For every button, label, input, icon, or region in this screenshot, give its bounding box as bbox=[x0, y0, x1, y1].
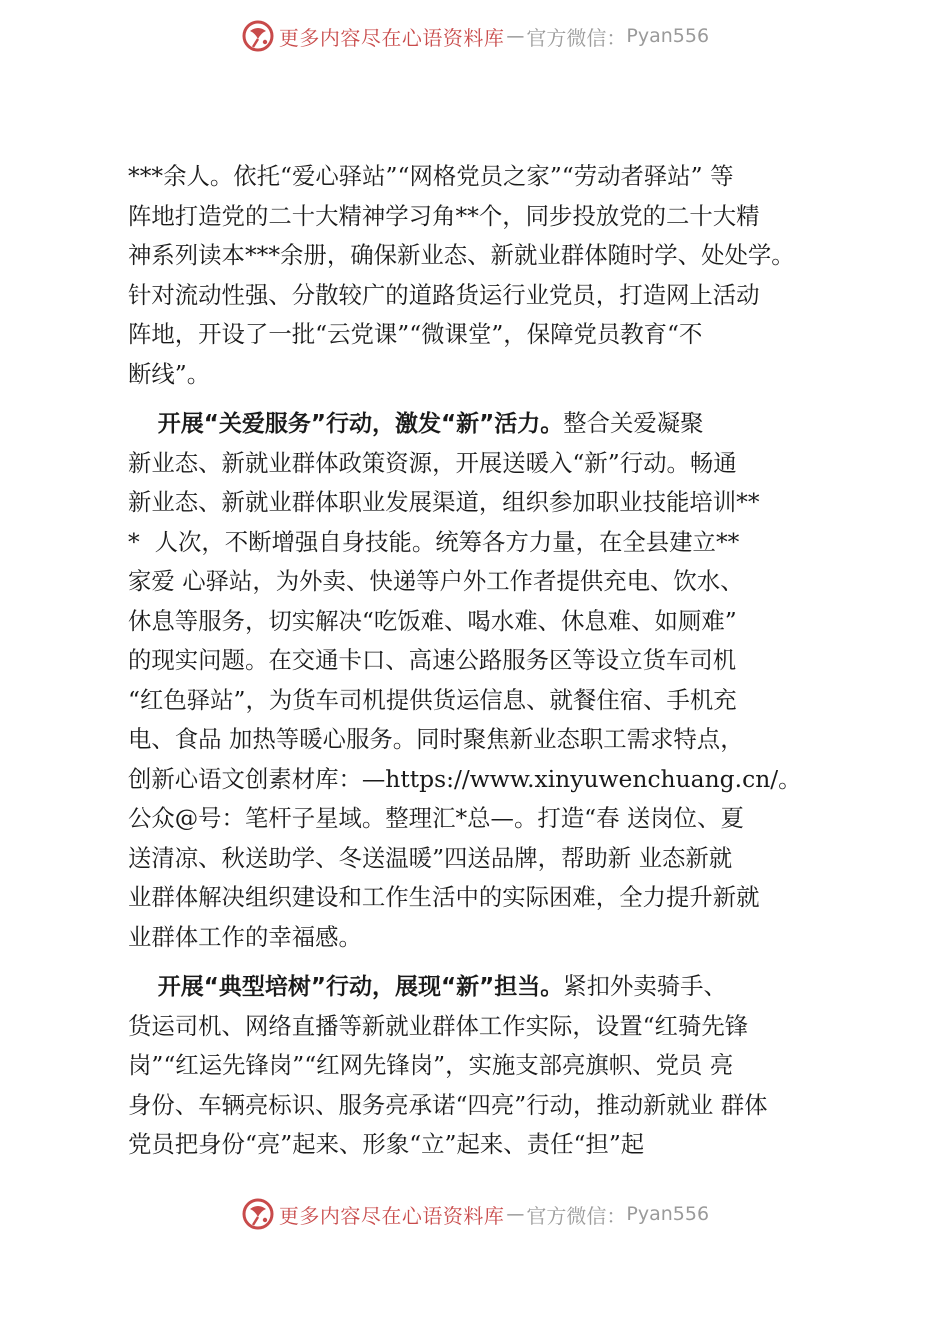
banner-main-text: 更多内容尽在心语资料库 bbox=[278, 1203, 505, 1228]
text-line: 新业态、新就业群体职业发展渠道，组织参加职业技能培训** bbox=[128, 488, 760, 516]
paragraph-heading-rest: 紧扣外卖骑手、 bbox=[563, 972, 727, 1000]
text-line: 货运司机、网络直播等新就业群体工作实际，设置“红骑先锋 bbox=[128, 1011, 749, 1040]
paragraph-first-line bbox=[128, 967, 840, 1007]
header-banner bbox=[0, 14, 950, 58]
text-line: 业群体工作的幸福感。 bbox=[128, 922, 362, 951]
text-line: 创新心语文创素材库：—https://www.xinyuwenchuang.cn/。 bbox=[128, 764, 802, 793]
brand-logo-icon bbox=[241, 19, 275, 53]
text-line: 业群体解决组织建设和工作生活中的实际困难，全力提升新就 bbox=[128, 883, 760, 911]
text-line: ***余人。依托“爱心驿站”“网格党员之家”“劳动者驿站” 等 bbox=[128, 162, 734, 190]
paragraph-2 bbox=[128, 404, 840, 957]
text-line: 党员把身份“亮”起来、形象“立”起来、责任“担”起 bbox=[128, 1130, 645, 1158]
banner-wechat-id: Pyan556 bbox=[626, 25, 710, 47]
text-line: 身份、车辆亮标识、服务亮承诺“四亮”行动，推动新就业 群体 bbox=[128, 1090, 768, 1119]
text-line: “红色驿站”，为货车司机提供货运信息、就餐住宿、手机充 bbox=[128, 685, 737, 714]
paragraph-3 bbox=[128, 967, 840, 1165]
text-line: 阵地打造党的二十大精神学习角**个，同步投放党的二十大精 bbox=[128, 201, 760, 230]
text-line: 的现实问题。在交通卡口、高速公路服务区等设立货车司机 bbox=[128, 646, 737, 674]
footer-banner bbox=[0, 1192, 950, 1236]
text-line: 公众@号：笔杆子星域。整理汇*总—。打造“春 送岗位、夏 bbox=[128, 804, 744, 832]
banner-wechat-id: Pyan556 bbox=[626, 1203, 710, 1225]
paragraph-heading: 开展“典型培树”行动，展现“新”担当。 bbox=[157, 974, 564, 1000]
paragraph-heading-rest: 整合关爱凝聚 bbox=[563, 409, 704, 437]
text-line: * 人次，不断增强自身技能。统筹各方力量，在全县建立** bbox=[128, 527, 740, 556]
text-line: 送清凉、秋送助学、冬送温暖”四送品牌，帮助新 业态新就 bbox=[128, 843, 733, 872]
banner-separator: — bbox=[506, 25, 525, 47]
paragraph-heading: 开展“关爱服务”行动，激发“新”活力。 bbox=[157, 411, 564, 437]
banner-separator: — bbox=[506, 1203, 525, 1225]
text-line: 电、食品 加热等暖心服务。同时聚焦新业态职工需求特点， bbox=[128, 725, 744, 753]
text-line: 针对流动性强、分散较广的道路货运行业党员，打造网上活动 bbox=[128, 280, 760, 309]
document-body bbox=[128, 157, 840, 1165]
text-line: 新业态、新就业群体政策资源，开展送暖入“新”行动。畅通 bbox=[128, 448, 737, 477]
brand-logo-icon bbox=[241, 1197, 275, 1231]
paragraph-first-line bbox=[128, 404, 840, 444]
text-line: 神系列读本***余册，确保新业态、新就业群体随时学、处处学。 bbox=[128, 241, 795, 269]
text-line: 阵地，开设了一批“云党课”“微课堂”，保障党员教育“不 bbox=[128, 320, 703, 348]
text-line: 家爱 心驿站，为外卖、快递等户外工作者提供充电、饮水、 bbox=[128, 567, 744, 595]
banner-wechat-label: 官方微信： bbox=[526, 1203, 627, 1228]
banner-main-text: 更多内容尽在心语资料库 bbox=[278, 25, 505, 50]
banner-wechat-label: 官方微信： bbox=[526, 25, 627, 50]
text-line: 断线”。 bbox=[128, 359, 211, 388]
paragraph-1 bbox=[128, 157, 840, 394]
text-line: 休息等服务，切实解决“吃饭难、喝水难、休息难、如厕难” bbox=[128, 606, 737, 635]
text-line: 岗”“红运先锋岗”“红网先锋岗”，实施支部亮旗帜、党员 亮 bbox=[128, 1051, 734, 1079]
